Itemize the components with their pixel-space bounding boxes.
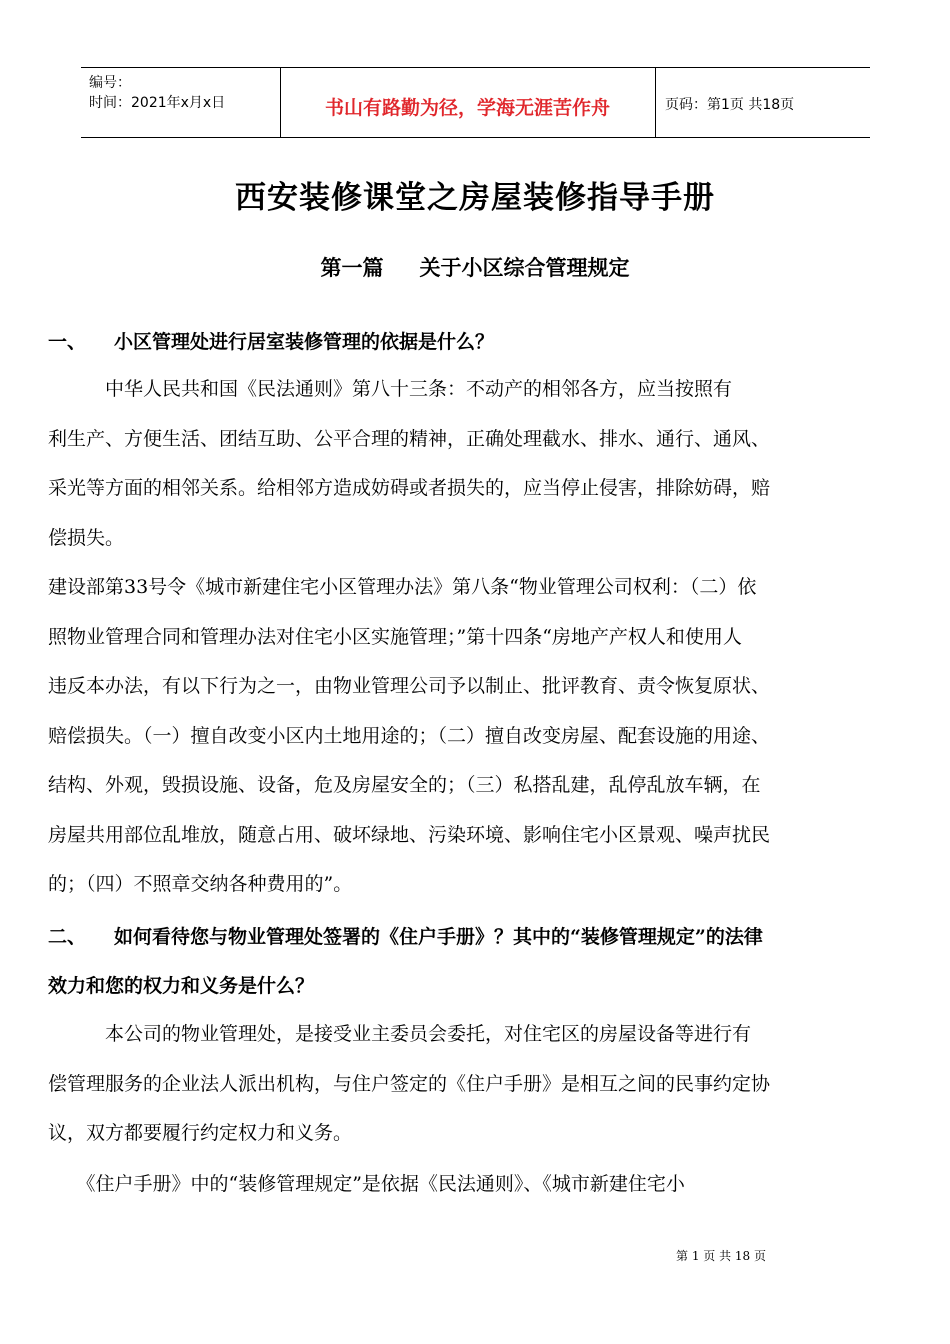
text-line: 《住户手册》中的“装修管理规定”是依据《民法通则》、《城市新建住宅小 <box>48 1173 685 1195</box>
text-line: 照物业管理合同和管理办法对住宅小区实施管理；”第十四条“房地产产权人和使用人 <box>48 625 742 648</box>
text-line: 赔偿损失。（一）擅自改变小区内土地用途的；（二）擅自改变房屋、配套设施的用途、 <box>48 724 771 747</box>
document-title: 西安装修课堂之房屋装修指导手册 <box>235 180 715 216</box>
time-label: 时间：2021年x月x日 <box>89 95 226 111</box>
page-header-table <box>81 67 870 138</box>
text-line: 偿管理服务的企业法人派出机构，与住户签定的《住户手册》是相互之间的民事约定协 <box>48 1072 771 1095</box>
question-2-paragraph-2 <box>48 1160 904 1210</box>
text-line: 利生产、方便生活、团结互助、公平合理的精神，正确处理截水、排水、通行、通风、 <box>48 427 771 450</box>
text-line: 中华人民共和国《民法通则》第八十三条：不动产的相邻各方，应当按照有 <box>48 378 733 400</box>
number-label: 编号： <box>89 75 131 91</box>
text-line: 本公司的物业管理处，是接受业主委员会委托，对住宅区的房屋设备等进行有 <box>48 1023 752 1045</box>
chapter-label: 第一篇 <box>320 255 384 280</box>
text-line: 采光等方面的相邻关系。给相邻方造成妨碍或者损失的，应当停止侵害，排除妨碍，赔 <box>48 477 771 499</box>
text-line: 议，双方都要履行约定权力和义务。 <box>48 1122 353 1144</box>
footer-page-number: 第 1 页 共 18 页 <box>676 1249 766 1263</box>
question-2-heading-cont <box>48 971 314 998</box>
question-1-number: 一、 <box>48 331 87 353</box>
question-1-paragraph-2 <box>48 563 904 910</box>
chapter-heading <box>0 252 950 282</box>
text-line: 结构、外观，毁损设施、设备，危及房屋安全的；（三）私搭乱建，乱停乱放车辆，在 <box>48 774 761 796</box>
question-1-heading <box>48 327 494 354</box>
text-line: 建设部第33号令《城市新建住宅小区管理办法》第八条“物业管理公司权利：（二）依 <box>48 576 757 598</box>
question-1-paragraph-1 <box>48 365 904 563</box>
text-line: 的；（四）不照章交纳各种费用的”。 <box>48 873 353 895</box>
text-line: 房屋共用部位乱堆放，随意占用、破坏绿地、污染环境、影响住宅小区景观、噪声扰民 <box>48 823 771 846</box>
question-2-text-line-1: 如何看待您与物业管理处签署的《住户手册》？其中的“装修管理规定”的法律 <box>114 926 763 948</box>
text-line: 违反本办法，有以下行为之一，由物业管理公司予以制止、批评教育、责令恢复原状、 <box>48 675 771 697</box>
page-info: 页码：第1页 共18页 <box>665 97 795 113</box>
question-2-heading <box>48 922 763 949</box>
question-2-paragraph-1 <box>48 1010 904 1159</box>
header-meta-cell <box>81 68 281 137</box>
question-1-text: 小区管理处进行居室装修管理的依据是什么？ <box>114 331 495 353</box>
question-2-text-line-2: 效力和您的权力和义务是什么？ <box>48 975 315 997</box>
question-2-number: 二、 <box>48 926 87 948</box>
header-page-cell <box>655 68 870 137</box>
header-motto-cell <box>280 68 656 137</box>
motto-text: 书山有路勤为径，学海无涯苦作舟 <box>324 97 610 119</box>
text-line: 偿损失。 <box>48 526 125 549</box>
chapter-title: 关于小区综合管理规定 <box>419 255 630 280</box>
page-footer <box>0 1247 950 1264</box>
